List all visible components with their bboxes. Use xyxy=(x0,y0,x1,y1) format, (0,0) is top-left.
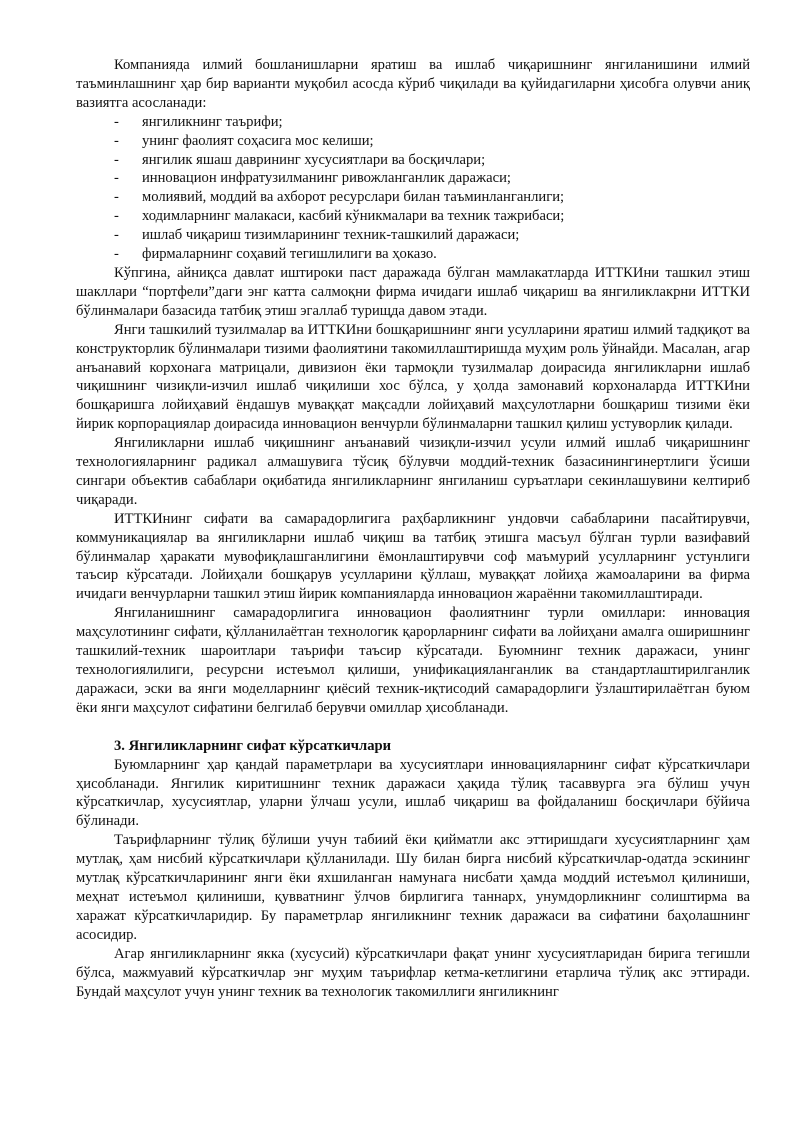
body-paragraph: Янгиликларни ишлаб чиқишнинг анъанавий чизиқли-изчил усули илмий ишлаб чиқаришнинг технологияларнинг радикал алмашувига тўсиқ бўлувчи моддий-техник базасинингинертлиги ўсиши сингари объектив сабаблари оқибатида янгиликларнинг янгиланиш суръатлари секинлашувини келтириб чиқаради. xyxy=(76,435,750,508)
list-item: - унинг фаолият соҳасига мос келиши; xyxy=(76,132,750,151)
list-item: - ходимларнинг малакаси, касбий кўникмалари ва техник тажрибаси; xyxy=(76,207,750,226)
body-paragraph: Янги ташкилий тузилмалар ва ИТТКИни бошқаришнинг янги усулларини яратиш илмий тадқиқот ва конструкторлик бўлинмалари тизими фаолиятини такомиллаштиришда муҳим роль ўйнайди. Масалан, агар анъанавий корхонага матрицали, дивизион ёки тармоқли тузилмалар доирасида янгиликларни ишлаб чиқишнинг чизиқли-изчил ишлаб чиқилиши хос бўлса, у ҳолда замонавий корхоналарда ИТТКИни бошқаришга лойиҳавий ёндашув муваққат мақсадли лойиҳавий маҳсулотларни бошқариш тизими ёки йирик корпорациялар доирасида инновацион венчурли бўлинмаларни ташкил қилиш устуворлик қилади. xyxy=(76,321,750,433)
section-paragraph: Буюмларнинг ҳар қандай параметрлари ва хусусиятлари инновацияларнинг сифат кўрсаткичлари ҳисобланади. Янгилик киритишнинг техник даражаси ҳақида тўлиқ тасаввурга эга бўлиш учун кўрсаткичлар, хусусиятлар, уларни ўлчаш усули, ишлаб чиқариш ва фойдаланиш босқичлари бўйича бўлинади. xyxy=(76,756,750,830)
list-item: - ишлаб чиқариш тизимларининг техник-ташкилий даражаси; xyxy=(76,226,750,245)
intro-paragraph: Компанияда илмий бошланишларни яратиш ва ишлаб чиқаришнинг янгиланишини илмий таъминлашнинг ҳар бир варианти муқобил асосда кўриб чиқилади ва қуйидагиларни ҳисобга олувчи аниқ вазиятга асосланади: xyxy=(76,57,750,111)
section-paragraph: Таърифларнинг тўлиқ бўлиши учун табиий ёки қийматли акс эттиришдаги хусусиятларнинг ҳам мутлақ, ҳам нисбий кўрсаткичлари қўлланилади. Шу билан бирга нисбий кўрсаткичлар-одатда эскининг мутлақ кўрсаткичларининг янги ёки яхшиланган намунага нисбати ҳамда моддий истеъмол қилиниши, меҳнат истеъмол қилиниши, қувватнинг ўлчов бирлигига таннарх, унумдорликнинг солиштирма ва харажат кўрсаткичларидир. Бу параметрлар янгиликнинг техник даражаси ва сифатини баҳолашнинг асосидир. xyxy=(76,832,750,943)
section-heading: 3. Янгиликларнинг сифат кўрсаткичлари xyxy=(114,737,392,754)
body-paragraph: Янгиланишнинг самарадорлигига инновацион фаолиятнинг турли омиллари: инновация маҳсулотининг сифати, қўлланилаётган технологик қарорларнинг сифати ва лойиҳани амалга оширишнинг ташкилий-техник шароитлари таърифи таъсир кўрсатади. Буюмнинг техник даражаси, унинг технологиялилиги, ресурсни истеъмол қилиши, унификацияланганлик ва стандартлаштирилганлик даражаси, эски ва янги моделларнинг қиёсий техник-иқтисодий самарадорлиги ўзлаштирилаётган буюм ёки янги маҳсулот сифатини белгилаб берувчи омиллар ҳисобланади. xyxy=(76,605,750,716)
list-item: - фирмаларнинг соҳавий тегишлилиги ва ҳоказо. xyxy=(76,245,750,264)
list-item: - янгиликнинг таърифи; xyxy=(76,113,750,132)
list-item: - молиявий, моддий ва ахборот ресурслари билан таъминланганлиги; xyxy=(76,188,750,207)
body-paragraph: Кўпгина, айниқса давлат иштироки паст даражада бўлган мамлакатларда ИТТКИни ташкил этиш шакллари “портфели”даги энг катта салмоқни фирма ичидаги ишлаб чиқариш ва янгиликлакрни ИТТКИ бўлинмалари базасида татбиқ этиш эгаллаб турищда давом этади. xyxy=(76,264,750,319)
document-page xyxy=(76,56,750,1001)
body-paragraph: ИТТКИнинг сифати ва самарадорлигига раҳбарликнинг ундовчи сабабларини пасайтирувчи, коммуникациялар ва янгиликларни ишлаб чиқиш ва татбиқ этишга масъул бўлган турли вазифавий бўлинмалар ҳаракати мувофиқлашганлигини ёмонлаштирувчи соф маъмурий усулларнинг устунлиги таъсир кўрсатади. Лойиҳали бошқарув усулларини қўллаш, муваққат лойиҳа жамоаларини ва фирма ичидаги венчурларни ташкил этиш йирик компанияларда инновацион жараённи такомиллаштиради. xyxy=(76,510,750,603)
list-item: - янгилик яшаш даврининг хусусиятлари ва босқичлари; xyxy=(76,151,750,170)
factor-list xyxy=(76,113,750,264)
list-item: - инновацион инфратузилманинг ривожланганлик даражаси; xyxy=(76,169,750,188)
section-paragraph: Агар янгиликларнинг якка (хусусий) кўрсаткичлари фақат унинг хусусиятларидан бирига тегишли бўлса, мажмуавий кўрсаткичлар энг муҳим таърифлар кетма-кетлигини етарлича тўлиқ акс эттиради. Бундай маҳсулот учун унинг техник ва технологик такомиллиги янгиликнинг xyxy=(76,945,750,1000)
